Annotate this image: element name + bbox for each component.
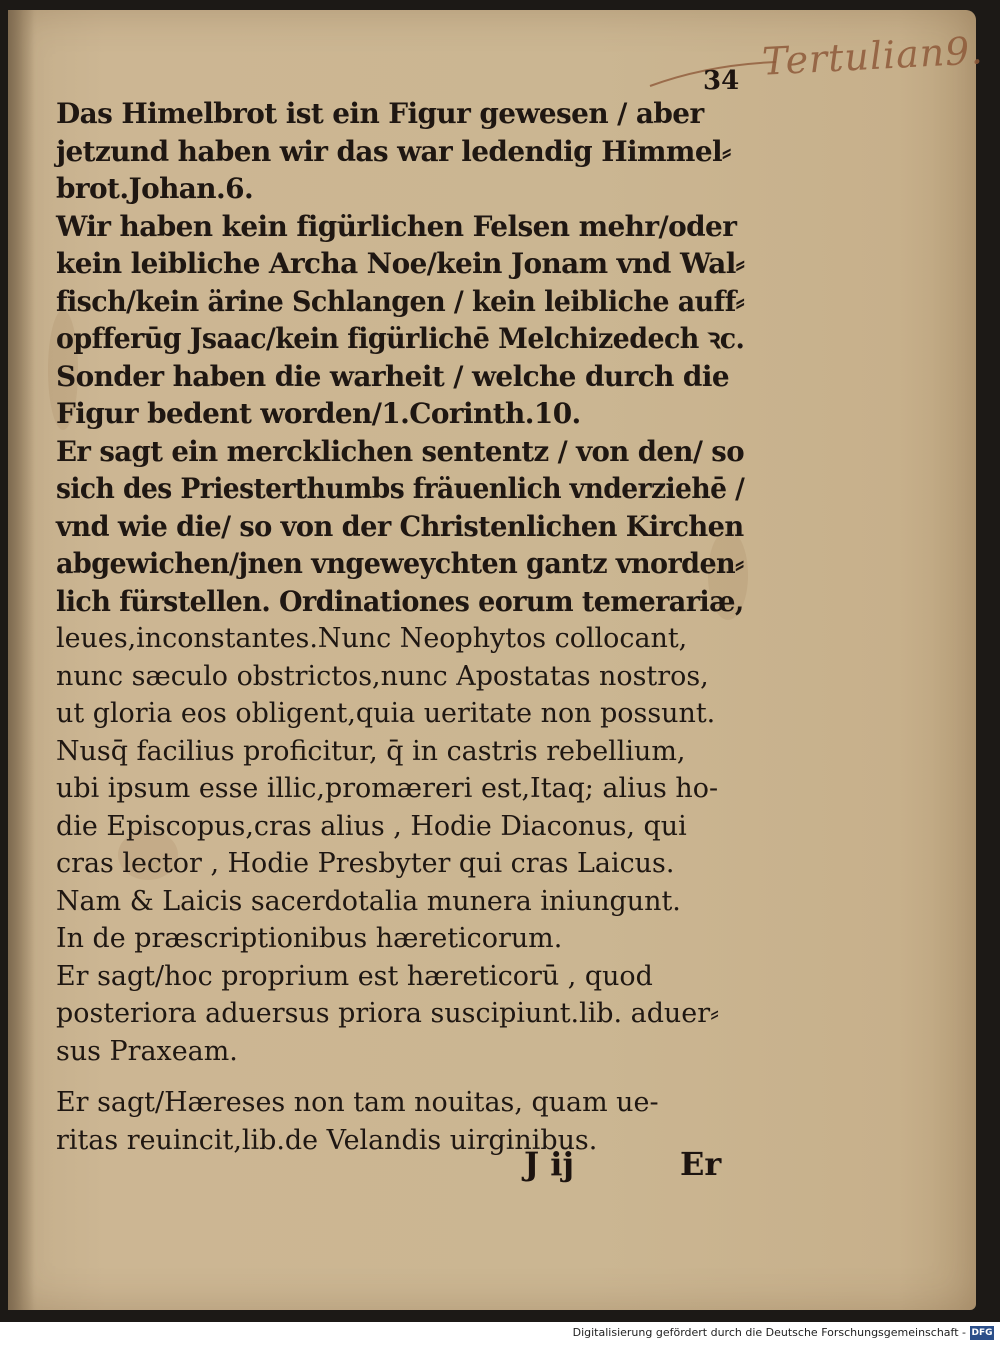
text-line: vnd wie die/ so von der Christenlichen Kirchen [56,509,744,543]
footer-credit: Digitalisierung gefördert durch die Deutsche Forschungsgemeinschaft - [572,1326,966,1339]
text-line: kein leibliche Archa Noe/kein Jonam vnd Wal⸗ [56,247,745,280]
text-line: abgewichen/jnen vngeweychten gantz vnorden⸗ [56,547,744,580]
text-block [56,95,746,1159]
text-line: Er sagt/Hæreses non tam nouitas, quam ue- [56,1087,659,1118]
text-line: Nusq̄ facilius proficitur, q̄ in castris rebellium, [56,735,686,767]
text-line: ut gloria eos obligent,quia ueritate non possunt. [56,698,716,729]
text-line: ubi ipsum esse illic,promæreri est,Itaq; alius ho- [56,773,719,804]
text-line: Sonder haben die warheit / welche durch die [56,359,730,393]
text-line: sich des Priesterthumbs fräuenlich vnderziehē / [56,472,745,505]
text-line: nunc sæculo obstrictos,nunc Apostatas nostros, [56,660,709,692]
text-line: Er sagt/hoc proprium est hæreticorū , quod [56,960,653,992]
text-line: opfferūg Jsaac/kein figürlichē Melchizedech ꝛc. [56,322,745,355]
text-line: posteriora aduersus priora suscipiunt.lib. aduer⸗ [56,998,720,1029]
text-line: sus Praxeam. [56,1035,238,1067]
page-number: 34 [703,66,740,96]
text-line: Er sagt ein mercklichen sententz / von den/ so [56,434,745,468]
text-line: Nam & Laicis sacerdotalia munera iniungunt. [56,885,681,917]
paragraph-gap [56,1070,746,1084]
text-line: jetzund haben wir das war ledendig Himmel⸗ [56,134,731,168]
text-line: Das Himelbrot ist ein Figur gewesen / aber [56,97,704,130]
text-line: In de præscriptionibus hæreticorum. [56,923,563,954]
text-line: die Episcopus,cras alius , Hodie Diaconus, qui [56,810,687,842]
text-line: Wir haben kein figürlichen Felsen mehr/oder [56,209,737,243]
margin-note: Tertulian9. [761,28,985,84]
catchword: Er [680,1145,722,1183]
text-line: leues,inconstantes.Nunc Neophytos collocant, [56,623,688,654]
text-line: lich fürstellen. Ordinationes eorum temerariæ, [56,584,744,618]
text-line: fisch/kein ärine Schlangen / kein leibliche auff⸗ [56,284,745,318]
dfg-logo: DFG [971,1328,993,1338]
signature-mark: J ij [524,1145,575,1183]
text-line: ritas reuincit,lib.de Velandis uirginibus. [56,1124,598,1156]
text-line: brot.Johan.6. [56,172,254,205]
digitization-footer [0,1322,1000,1345]
text-line: cras lector , Hodie Presbyter qui cras Laicus. [56,848,675,879]
text-line: Figur bedent worden/1.Corinth.10. [56,397,581,430]
